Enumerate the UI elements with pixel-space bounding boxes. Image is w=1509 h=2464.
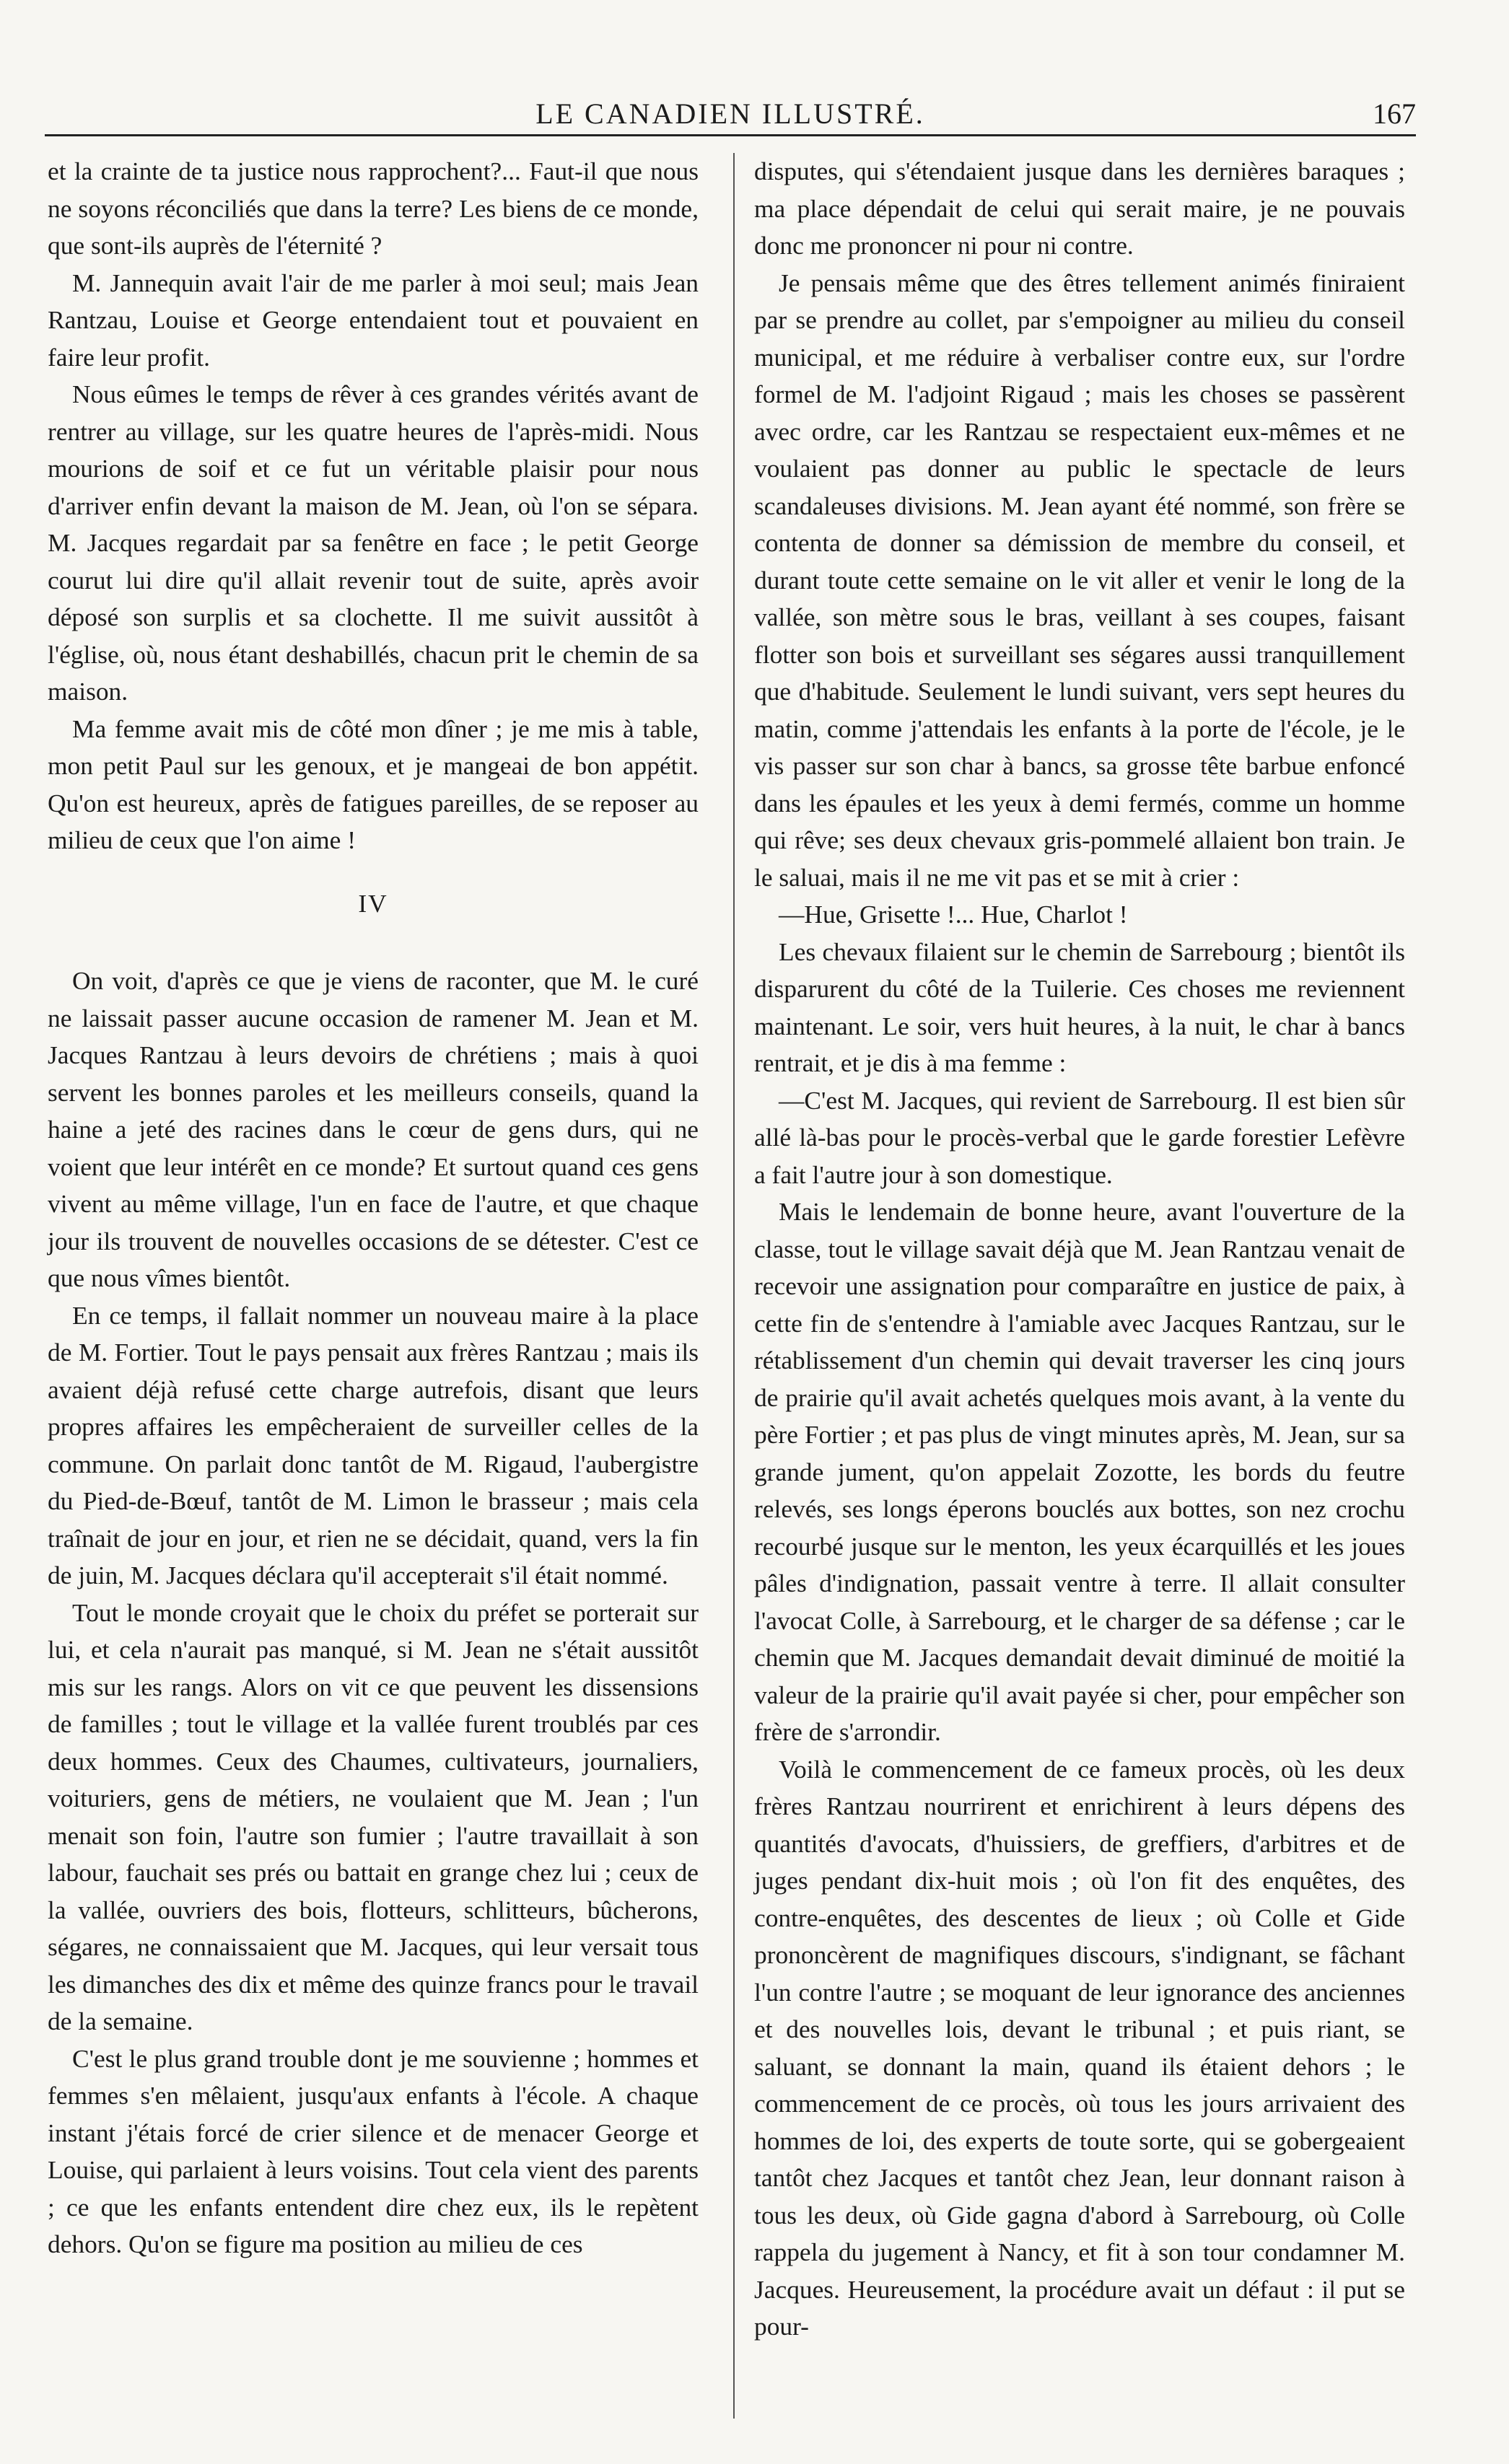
paragraph: On voit, d'après ce que je viens de raconter, que M. le curé ne laissait passer aucune occasion de ramener M. Jean et M. Jacques Rantzau à leurs devoirs de chrétiens ; mais à quoi servent les bonnes paroles et les meilleurs conseils, quand la haine a jeté des racines dans le cœur de gens durs, qui ne voient que leur intérêt en ce monde? Et surtout quand ces gens vivent au même village, l'un en face de l'autre, et que chaque jour ils trouvent de nouvelles occasions de se détester. C'est ce que nous vîmes bientôt. bbox=[48, 966, 699, 1292]
paragraph: et la crainte de ta justice nous rapprochent?... Faut-il que nous ne soyons réconciliés que dans la terre? Les biens de ce monde, que sont-ils auprès de l'éternité ? bbox=[48, 157, 699, 260]
paragraph: C'est le plus grand trouble dont je me souvienne ; hommes et femmes s'en mêlaient, jusqu'aux enfants à l'école. A chaque instant j'étais forcé de crier silence et de menacer George et Louise, qui parlaient à leurs voisins. Tout cela vient des parents ; ce que les enfants entendent dire chez eux, ils le repètent dehors. Qu'on se figure ma position au milieu de ces bbox=[48, 2043, 699, 2258]
page-header bbox=[45, 94, 1416, 136]
paragraph: En ce temps, il fallait nommer un nouveau maire à la place de M. Fortier. Tout le pays pensait aux frères Rantzau ; mais ils avaient déjà refusé cette charge autrefois, disant que leurs propres affaires les empêcheraient de surveiller celles de la commune. On parlait donc tantôt de M. Rigaud, l'aubergistre du Pied-de-Bœuf, tantôt de M. Limon le brasseur ; mais cela traînait de jour en jour, et rien ne se décidait, quand, vers la fin de juin, M. Jacques déclara qu'il accepterait s'il était nommé. bbox=[48, 1300, 699, 1590]
left-column bbox=[48, 153, 699, 2263]
paragraph: Tout le monde croyait que le choix du préfet se porterait sur lui, et cela n'aurait pas manqué, si M. Jean ne s'était aussitôt mis sur les rangs. Alors on vit ce que peuvent les dissensions de familles ; tout le village et la vallée furent troublés par ces deux hommes. Ceux des Chaumes, cultivateurs, journaliers, voituriers, gens de métiers, ne voulaient que M. Jean ; l'un menait son foin, l'autre son fumier ; l'autre travaillait à son labour, fauchait ses prés ou battait en grange chez lui ; ceux de la vallée, ouvriers des bois, flotteurs, schlitteurs, bûcherons, ségares, ne connaissaient que M. Jacques, qui leur versait tous les dimanches des dix et même des quinze francs pour le travail de la semaine. bbox=[48, 1597, 699, 2035]
paragraph: Ma femme avait mis de côté mon dîner ; je me mis à table, mon petit Paul sur les genoux, et je mangeai de bon appétit. Qu'on est heureux, après de fatigues pareilles, de se reposer au milieu de ceux que l'on aime ! bbox=[48, 714, 699, 854]
column-divider bbox=[733, 153, 735, 2419]
paragraph: —Hue, Grisette !... Hue, Charlot ! bbox=[779, 900, 1128, 929]
page-number: 167 bbox=[1373, 97, 1416, 130]
paragraph: disputes, qui s'étendaient jusque dans les dernières baraques ; ma place dépendait de celui qui serait maire, je ne pouvais donc me prononcer ni pour ni contre. bbox=[754, 157, 1405, 260]
publication-title: LE CANADIEN ILLUSTRÉ. bbox=[535, 97, 925, 130]
paragraph: Nous eûmes le temps de rêver à ces grandes vérités avant de rentrer au village, sur les quatre heures de l'après-midi. Nous mourions de soif et ce fut un véritable plaisir pour nous d'arriver enfin devant la maison de M. Jean, où l'on se sépara. M. Jacques regardait par sa fenêtre en face ; le petit George courut lui dire qu'il allait revenir tout de suite, après avoir déposé son surplis et sa clochette. Il me suivit aussitôt à l'église, où, nous étant deshabillés, chacun prit le chemin de sa maison. bbox=[48, 380, 699, 706]
paragraph: Voilà le commencement de ce fameux procès, où les deux frères Rantzau nourrirent et enrichirent à leurs dépens des quantités d'avocats, d'huissiers, de greffiers, d'arbitres et de juges pendant dix-huit mois ; où l'on fit des enquêtes, des contre-enquêtes, des descentes de lieux ; où Colle et Gide prononcèrent de magnifiques discours, s'indignant, se fâchant l'un contre l'autre ; se moquant de leur ignorance des anciennes et des nouvelles lois, devant le tribunal ; et puis riant, se saluant, se donnant la main, quand ils étaient dehors ; le commencement de ce procès, où tous les jours arrivaient des hommes de loi, des experts de toute sorte, qui se gobergeaient tantôt chez Jacques et tantôt chez Jean, leur donnant raison à tous les deux, où Gide gagna d'abord à Sarrebourg, où Colle rappela du jugement à Nancy, et fit à son tour condamner M. Jacques. Heureusement, la procédure avait un défaut : il put se pour- bbox=[754, 1754, 1405, 2341]
paragraph: Je pensais même que des êtres tellement animés finiraient par se prendre au collet, par s'empoigner au milieu du conseil municipal, et me réduire à verbaliser contre eux, sur l'ordre formel de M. l'adjoint Rigaud ; mais les choses se passèrent avec ordre, car les Rantzau se respectaient eux-mêmes et ne voulaient pas donner au public le spectacle de leurs scandaleuses divisions. M. Jean ayant été nommé, son frère se contenta de donner sa démission de membre du conseil, et durant toute cette semaine on le vit aller et venir le long de la vallée, son mètre sous le bras, veillant à ses coupes, faisant flotter son bois et surveillant ses ségares aussi tranquillement que d'habitude. Seulement le lundi suivant, vers sept heures du matin, comme j'attendais les enfants à la porte de l'école, je le vis passer sur son char à bancs, sa grosse tête barbue enfoncé dans les épaules et les yeux à demi fermés, comme un homme qui rêve; ses deux chevaux gris-pommelé allaient bon train. Je le saluai, mais il ne me vit pas et se mit à crier : bbox=[754, 268, 1405, 892]
right-column bbox=[754, 153, 1405, 2346]
paragraph: M. Jannequin avait l'air de me parler à moi seul; mais Jean Rantzau, Louise et George entendaient tout et pouvaient en faire leur profit. bbox=[48, 268, 699, 372]
paragraph: Les chevaux filaient sur le chemin de Sarrebourg ; bientôt ils disparurent du côté de la Tuilerie. Ces choses me reviennent maintenant. Le soir, vers huit heures, à la nuit, le char à bancs rentrait, et je dis à ma femme : bbox=[754, 937, 1405, 1077]
paragraph: —C'est M. Jacques, qui revient de Sarrebourg. Il est bien sûr allé là-bas pour le procès-verbal que le garde forestier Lefèvre a fait l'autre jour à son domestique. bbox=[754, 1085, 1405, 1189]
chapter-heading: IV bbox=[358, 888, 388, 918]
paragraph: Mais le lendemain de bonne heure, avant l'ouverture de la classe, tout le village savait déjà que M. Jean Rantzau venait de recevoir une assignation pour comparaître en justice de paix, à cette fin de s'entendre à l'amiable avec Jacques Rantzau, sur le rétablissement d'un chemin qui devait traverser les cinq jours de prairie qu'il avait achetés quelques mois avant, à la vente du père Fortier ; et pas plus de vingt minutes après, M. Jean, sur sa grande jument, qu'on appelait Zozotte, les bords du feutre relevés, ses longs éperons bouclés aux bottes, son nez crochu recourbé jusque sur le menton, les yeux écarquillés et les joues pâles d'indignation, passait ventre à terre. Il allait consulter l'avocat Colle, à Sarrebourg, et le charger de sa défense ; car le chemin que M. Jacques demandait devait diminué de moitié la valeur de la prairie qu'il avait payée si cher, pour empêcher son frère de s'arrondir. bbox=[754, 1197, 1405, 1746]
